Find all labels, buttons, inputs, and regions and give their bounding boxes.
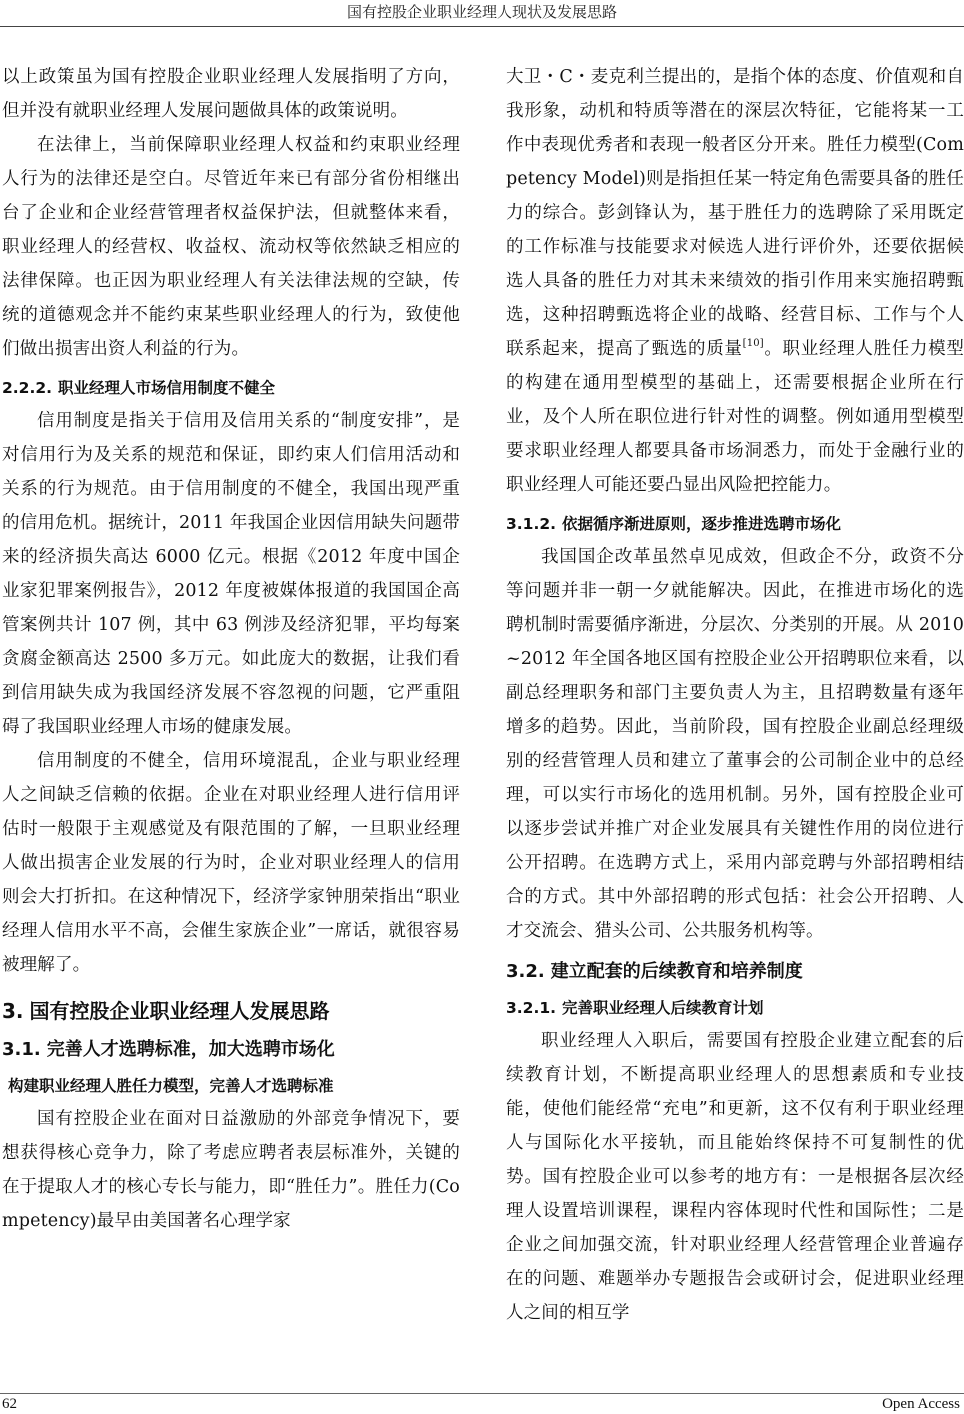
section-title: 建立配套的后续教育和培养制度 (550, 961, 803, 982)
paragraph: 信用制度是指关于信用及信用关系的“制度安排”，是对信用行为及关系的规范和保证，即约束人们信用活动和关系的行为规范。由于信用制度的不健全，我国出现严重的信用危机。据统计，2011 年我国企业因信用缺失问题带来的经济损失高达 6000 亿元。根据《2012 年度中国企业家犯罪案例报告》，2012 年度被媒体报道的我国国企高管案例共计 107 例，其中 63 例涉及经济犯罪，平均每案贪腐金额高达 2500 多万元。如此庞大的数据，让我们看到信用缺失成为我国经济发展不容忽视的问题，它严重阻碍了我国职业经理人市场的健康发展。 (2, 411, 460, 737)
section-title: 构建职业经理人胜任力模型，完善人才选聘标准 (8, 1077, 334, 1095)
paragraph: 国有控股企业在面对日益激励的外部竞争情况下，要想获得核心竞争力，除了考虑应聘者表层标准外，关键的在于提取人才的核心专长与能力，即“胜任力”。胜任力(Competency)最早由美国著名心理学家 (2, 1109, 460, 1231)
section-heading-3-1-2 (506, 510, 964, 538)
section-heading-3-2 (506, 958, 964, 986)
section-number: 2.2.2. (2, 379, 53, 397)
paragraph-text: 。职业经理人胜任力模型的构建在通用型模型的基础上，还需要根据企业所在行业，及个人所在职位进行针对性的调整。例如通用型模型要求职业经理人都要具备市场洞悉力，而处于金融行业的职业经理人可能还要凸显出风险把控能力。 (506, 339, 964, 495)
section-number: 3.2. (506, 961, 545, 982)
section-number: 3.2.1. (506, 999, 557, 1017)
section-title: 国有控股企业职业经理人发展思路 (29, 999, 330, 1023)
paragraph: 职业经理人入职后，需要国有控股企业建立配套的后续教育计划，不断提高职业经理人的思想素质和专业技能，使他们能经常“充电”和更新，这不仅有利于职业经理人与国际化水平接轨，而且能始终保持不可复制性的优势。国有控股企业可以参考的地方有：一是根据各层次经理人设置培训课程，课程内容体现时代性和国际性；二是企业之间加强交流，针对职业经理人经营管理企业普遍存在的问题、难题举办专题报告会或研讨会，促进职业经理人之间的相互学 (506, 1031, 964, 1323)
section-title: 职业经理人市场信用制度不健全 (58, 379, 276, 397)
section-title: 完善人才选聘标准，加大选聘市场化 (46, 1039, 335, 1060)
header-divider (0, 26, 964, 27)
paragraph-text: 大卫・C・麦克利兰提出的，是指个体的态度、价值观和自我形象，动机和特质等潜在的深层次特征，它能将某一工作中表现优秀者和表现一般者区分开来。胜任力模型(Competency Model)则是指担任某一特定角色需要具备的胜任力的综合。彭剑锋认为，基于胜任力的选聘除了采用既定的工作标准与技能要求对候选人进行评价外，还要依据候选人具备的胜任力对其未来绩效的指引作用来实施招聘甄选，这种招聘甄选将企业的战略、经营目标、工作与个人联系起来，提高了甄选的质量 (506, 67, 964, 359)
citation-reference[interactable]: [10] (742, 338, 764, 349)
section-heading-3-1-1 (2, 1072, 460, 1100)
paragraph: 信用制度的不健全，信用环境混乱，企业与职业经理人之间缺乏信赖的依据。企业在对职业经理人进行信用评估时一般限于主观感觉及有限范围的了解，一旦职业经理人做出损害企业发展的行为时，企业对职业经理人的信用则会大打折扣。在这种情况下，经济学家钟朋荣指出“职业经理人信用水平不高，会催生家族企业”一席话，就很容易被理解了。 (2, 751, 460, 975)
section-number: 3.1. (2, 1039, 41, 1060)
footer-divider (0, 1393, 964, 1394)
section-title: 完善职业经理人后续教育计划 (562, 999, 764, 1017)
section-number: 3.1.2. (506, 515, 557, 533)
paragraph: 以上政策虽为国有控股企业职业经理人发展指明了方向，但并没有就职业经理人发展问题做具体的政策说明。 (2, 67, 460, 121)
paragraph: 我国国企改革虽然卓见成效，但政企不分，政资不分等问题并非一朝一夕就能解决。因此，在推进市场化的选聘机制时需要循序渐进，分层次、分类别的开展。从 2010~2012 年全国各地区国有控股企业公开招聘职位来看，以副总经理职务和部门主要负责人为主，且招聘数量有逐年增多的趋势。因此，当前阶段，国有控股企业副总经理级别的经营管理人员和建立了董事会的公司制企业中的总经理，可以实行市场化的选用机制。另外，国有控股企业可以逐步尝试并推广对企业发展具有关键性作用的岗位进行公开招聘。在选聘方式上，采用内部竞聘与外部招聘相结合的方式。其中外部招聘的形式包括：社会公开招聘、人才交流会、猎头公司、公共服务机构等。 (506, 547, 964, 941)
section-number: 3. (2, 999, 24, 1023)
left-column (2, 60, 460, 1378)
paragraph (506, 60, 964, 502)
section-heading-3-2-1 (506, 994, 964, 1022)
journal-name: Open Access (882, 1396, 960, 1412)
running-header: 国有控股企业职业经理人现状及发展思路 (346, 3, 617, 21)
paragraph: 在法律上，当前保障职业经理人权益和约束职业经理人行为的法律还是空白。尽管近年来已有部分省份相继出台了企业和企业经营管理者权益保护法，但就整体来看，职业经理人的经营权、收益权、流动权等依然缺乏相应的法律保障。也正因为职业经理人有关法律法规的空缺，传统的道德观念并不能约束某些职业经理人的行为，致使他们做出损害出资人利益的行为。 (2, 135, 460, 359)
section-heading-2-2-2 (2, 374, 460, 402)
section-heading-3 (2, 996, 460, 1026)
right-column (506, 60, 964, 1378)
section-heading-3-1 (2, 1036, 460, 1064)
section-title: 依据循序渐进原则，逐步推进选聘市场化 (562, 515, 842, 533)
page-number: 62 (2, 1396, 17, 1412)
